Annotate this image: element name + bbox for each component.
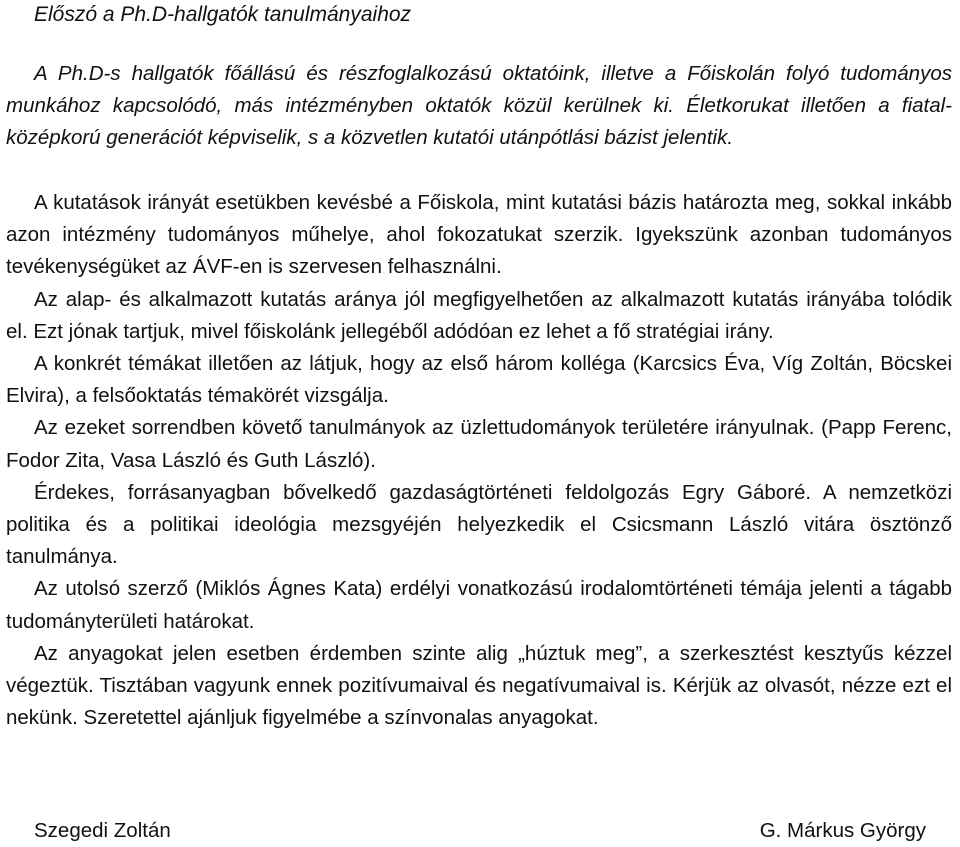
body-paragraph-7: Az anyagokat jelen esetben érdemben szinte alig „húztuk meg”, a szerkesztést kesztyűs kézzel végeztük. Tisztában vagyunk ennek pozitívumaival és negatívumaival is. Kérjük az olvasót, nézze ezt el nekünk. Szeretettel ajánljuk figyelmébe a színvonalas anyagokat. [6,641,952,730]
intro-paragraph: A Ph.D-s hallgatók főállású és részfoglalkozású oktatóink, illetve a Főiskolán folyó tudományos munkához kapcsolódó, más intézményben oktatók közül kerülnek ki. Életkorukat illetően a fiatal-középkorú generációt képviselik, s a közvetlen kutatói utánpótlási bázist jelentik. [6,62,952,150]
body-paragraph-4: Az ezeket sorrendben követő tanulmányok az üzlettudományok területére irányulnak. (Papp Ferenc, Fodor Zita, Vasa László és Guth László). [6,416,952,472]
body-paragraph-3: A konkrét témákat illetően az látjuk, hogy az első három kolléga (Karcsics Éva, Víg Zoltán, Böcskei Elvira), a felsőoktatás témakörét vizsgálja. [6,352,952,408]
body-paragraph-2: Az alap- és alkalmazott kutatás aránya jól megfigyelhetően az alkalmazott kutatás irányába tolódik el. Ezt jónak tartjuk, mivel főiskolánk jellegéből adódóan ez lehet a fő stratégiai irány. [6,287,952,343]
signature-left: Szegedi Zoltán [34,819,171,842]
body-paragraph-1: A kutatások irányát esetükben kevésbé a Főiskola, mint kutatási bázis határozta meg, sokkal inkább azon intézmény tudományos műhelye, ahol fokozatukat szerzik. Igyekszünk azonban tudományos tevékenységüket az ÁVF-en is szervesen felhasználni. [6,191,952,279]
document-title: Előszó a Ph.D-hallgatók tanulmányaihoz [34,3,412,26]
signature-right: G. Márkus György [759,819,926,842]
body-paragraph-6: Az utolsó szerző (Miklós Ágnes Kata) erdélyi vonatkozású irodalomtörténeti témája jelenti a tágabb tudományterületi határokat. [6,577,952,633]
document-body [6,187,952,734]
body-paragraph-5: Érdekes, forrásanyagban bővelkedő gazdaságtörténeti feldolgozás Egry Gáboré. A nemzetközi politika és a politikai ideológia mezsgyéjén helyezkedik el Csicsmann László vitára ösztönző tanulmánya. [6,480,952,569]
